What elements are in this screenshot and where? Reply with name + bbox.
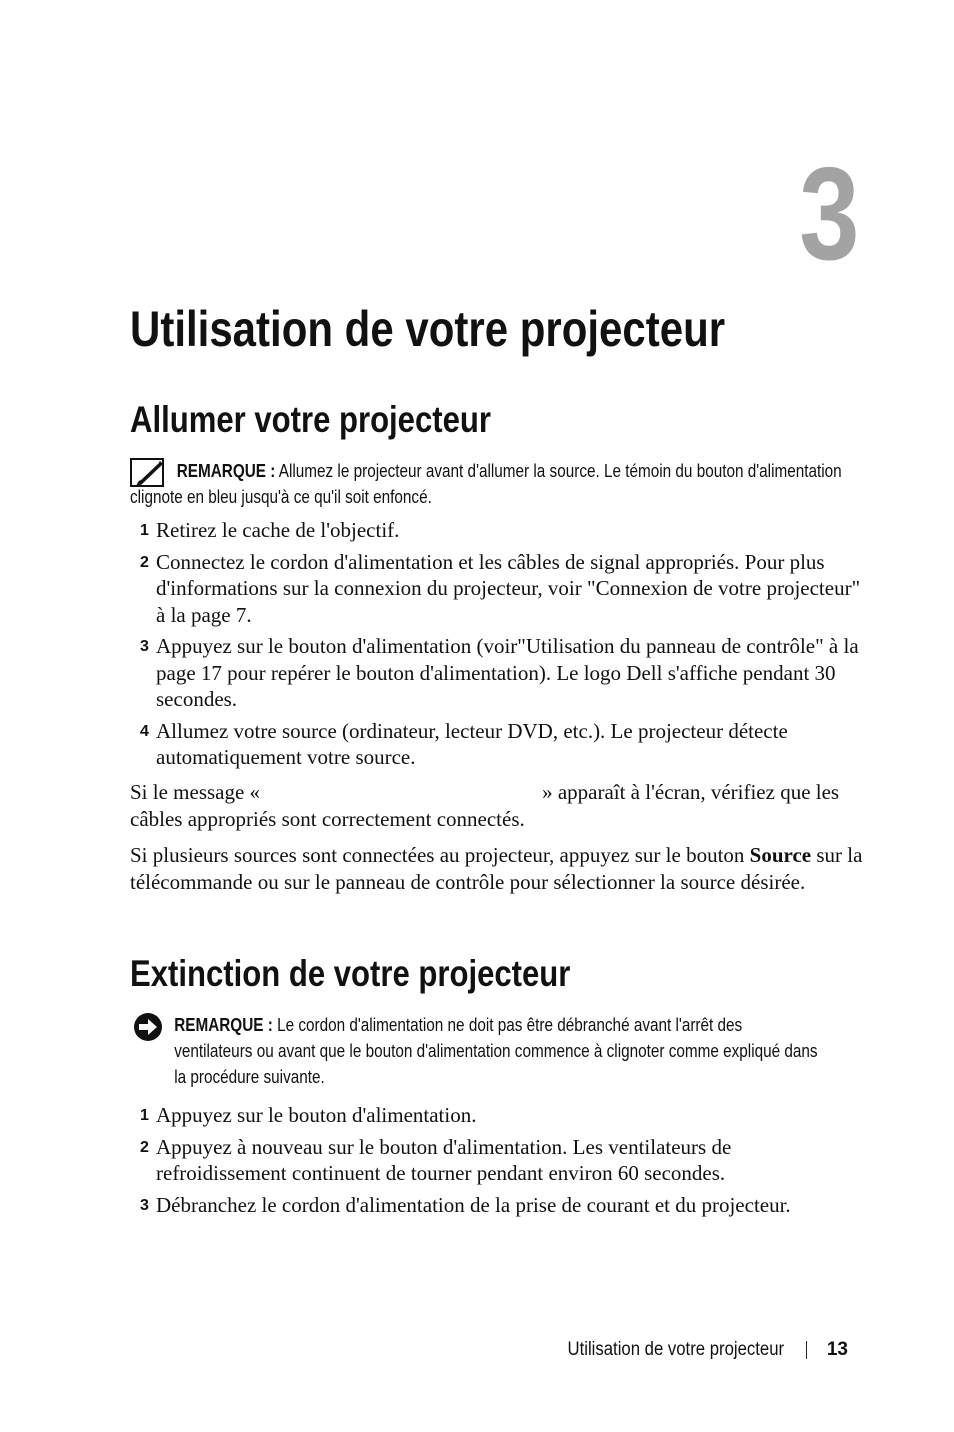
- steps-extinction: [130, 1102, 865, 1223]
- paragraph-message-after: » apparaît à l'écran, vérifiez que les câbles appropriés sont correctement connectés.: [130, 780, 840, 831]
- note-allumer: [130, 458, 860, 510]
- list-item: [130, 517, 865, 544]
- section-title-allumer-text: Allumer votre projecteur: [130, 399, 491, 440]
- step-text: Connectez le cordon d'alimentation et les câbles de signal appropriés. Pour plus d'informations sur la connexion du projecteur, voir "Connexion de votre projecteur" à la page 7.: [156, 549, 861, 627]
- footer-separator: [806, 1341, 807, 1359]
- list-item: [130, 1192, 865, 1219]
- step-number: 1: [140, 522, 149, 539]
- step-number: 3: [140, 1196, 149, 1214]
- paragraph-sources-before: Si plusieurs sources sont connectées au projecteur, appuyez sur le bouton: [130, 843, 745, 867]
- step-text: Appuyez à nouveau sur le bouton d'alimentation. Les ventilateurs de refroidissement continuent de tourner pendant environ 60 secondes.: [156, 1134, 732, 1185]
- note-extinction-content: [130, 1012, 824, 1090]
- footer-title: Utilisation de votre projecteur: [567, 1339, 784, 1360]
- steps-allumer: [130, 517, 865, 776]
- note-allumer-label: REMARQUE :: [176, 461, 276, 481]
- chapter-title: [130, 302, 838, 357]
- paragraph-sources-after: sur la télécommande ou sur le panneau de contrôle pour sélectionner la source désirée.: [130, 843, 863, 894]
- chapter-number: 3: [798, 140, 859, 287]
- page-footer: [538, 1339, 848, 1361]
- list-item: [130, 1102, 865, 1129]
- step-text: Appuyez sur le bouton d'alimentation.: [156, 1103, 477, 1127]
- list-item: [130, 718, 865, 771]
- section-title-allumer: [130, 400, 560, 442]
- step-text: Retirez le cache de l'objectif.: [156, 518, 400, 542]
- step-number: 2: [140, 553, 149, 571]
- paragraph-message-before: Si le message «: [130, 780, 261, 804]
- list-item: [130, 633, 865, 713]
- source-keyword: Source: [749, 843, 812, 867]
- page-number: 13: [826, 1339, 848, 1360]
- step-number: 1: [140, 1107, 149, 1124]
- note-allumer-content: [130, 458, 861, 510]
- step-text: Débranchez le cordon d'alimentation de la prise de courant et du projecteur.: [156, 1192, 791, 1217]
- step-number: 4: [140, 722, 149, 740]
- list-item: [130, 549, 865, 629]
- chapter-title-text: Utilisation de votre projecteur: [130, 301, 726, 357]
- note-extinction-text: Le cordon d'alimentation ne doit pas être débranché avant l'arrêt des ventilateurs ou avant que le bouton d'alimentation commence à clignoter comme expliqué dans la procédure suivante.: [174, 1015, 818, 1087]
- note-extinction: [130, 1012, 860, 1090]
- step-number: 3: [140, 638, 149, 655]
- step-text: Appuyez sur le bouton d'alimentation (voir"Utilisation du panneau de contrôle" à la page 17 pour repérer le bouton d'alimentation). Le logo Dell s'affiche pendant 30 secondes.: [156, 634, 859, 711]
- note-extinction-label: REMARQUE :: [174, 1015, 273, 1035]
- paragraph-message: [130, 779, 865, 832]
- list-item: [130, 1134, 865, 1187]
- section-title-extinction-text: Extinction de votre projecteur: [130, 953, 571, 994]
- step-number: 2: [140, 1138, 149, 1156]
- note-allumer-text: Allumez le projecteur avant d'allumer la source. Le témoin du bouton d'alimentation clignote en bleu jusqu'à ce qu'il soit enfoncé.: [130, 461, 842, 507]
- paragraph-sources: [130, 842, 865, 895]
- section-title-extinction: [130, 954, 654, 996]
- step-text: Allumez votre source (ordinateur, lecteur DVD, etc.). Le projecteur détecte automatiquement votre source.: [156, 718, 788, 769]
